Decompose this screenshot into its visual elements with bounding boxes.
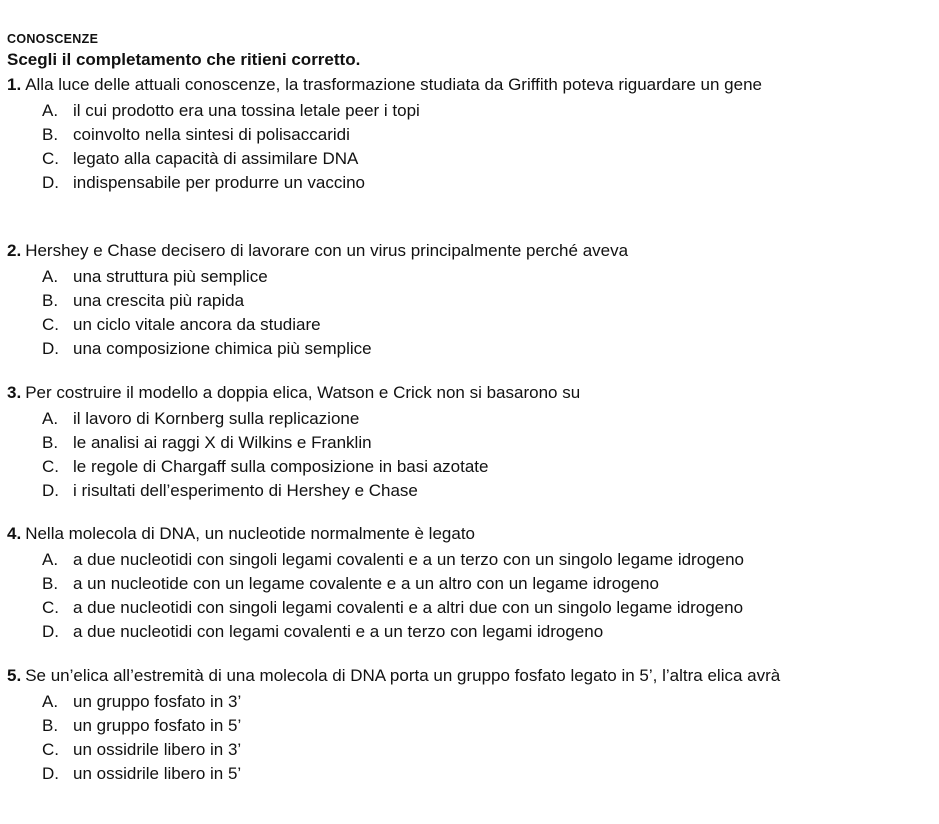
option-text: il lavoro di Kornberg sulla replicazione (73, 409, 360, 428)
question-stem (7, 382, 927, 404)
option-c[interactable] (7, 147, 927, 171)
option-text: un ciclo vitale ancora da studiare (73, 315, 321, 334)
option-d[interactable] (7, 479, 927, 503)
option-letter: C. (42, 740, 59, 759)
option-text: un ossidrile libero in 3’ (73, 740, 242, 759)
question-stem (7, 240, 927, 262)
option-c[interactable] (7, 738, 927, 762)
question-3 (7, 382, 927, 503)
option-text: un gruppo fosfato in 5’ (73, 716, 242, 735)
option-letter: C. (42, 457, 59, 476)
option-text: a due nucleotidi con singoli legami covalenti e a un terzo con un singolo legame idrogeno (73, 550, 744, 569)
question-number: 4. (7, 524, 22, 543)
option-letter: D. (42, 622, 59, 641)
option-letter: D. (42, 764, 59, 783)
option-letter: A. (42, 692, 59, 711)
option-text: un gruppo fosfato in 3’ (73, 692, 242, 711)
question-text: Nella molecola di DNA, un nucleotide normalmente è legato (25, 524, 475, 543)
option-a[interactable] (7, 99, 927, 123)
option-b[interactable] (7, 289, 927, 313)
option-d[interactable] (7, 337, 927, 361)
option-text: le analisi ai raggi X di Wilkins e Franklin (73, 433, 372, 452)
question-number: 2. (7, 241, 22, 260)
section-title: CONOSCENZE (7, 32, 99, 46)
question-stem (7, 665, 927, 687)
option-text: legato alla capacità di assimilare DNA (73, 149, 359, 168)
option-text: il cui prodotto era una tossina letale peer i topi (73, 101, 420, 120)
option-letter: A. (42, 101, 59, 120)
option-letter: D. (42, 339, 59, 358)
option-text: a un nucleotide con un legame covalente e a un altro con un legame idrogeno (73, 574, 659, 593)
option-text: i risultati dell’esperimento di Hershey e Chase (73, 481, 418, 500)
options-list (7, 265, 927, 361)
question-stem (7, 523, 927, 545)
option-a[interactable] (7, 265, 927, 289)
option-letter: A. (42, 550, 59, 569)
option-letter: D. (42, 173, 59, 192)
options-list (7, 99, 927, 195)
options-list (7, 548, 927, 644)
option-b[interactable] (7, 123, 927, 147)
option-letter: B. (42, 716, 59, 735)
option-d[interactable] (7, 171, 927, 195)
options-list (7, 690, 927, 786)
option-text: coinvolto nella sintesi di polisaccaridi (73, 125, 350, 144)
question-text: Per costruire il modello a doppia elica, Watson e Crick non si basarono su (25, 383, 581, 402)
options-list (7, 407, 927, 503)
option-c[interactable] (7, 596, 927, 620)
question-5 (7, 665, 927, 786)
option-d[interactable] (7, 762, 927, 786)
option-a[interactable] (7, 690, 927, 714)
option-letter: B. (42, 291, 59, 310)
instruction: Scegli il completamento che ritieni corretto. (7, 50, 361, 69)
question-text: Alla luce delle attuali conoscenze, la trasformazione studiata da Griffith poteva riguardare un gene (25, 75, 762, 94)
question-number: 3. (7, 383, 22, 402)
question-text: Hershey e Chase decisero di lavorare con un virus principalmente perché aveva (25, 241, 629, 260)
option-b[interactable] (7, 572, 927, 596)
question-text: Se un’elica all’estremità di una molecola di DNA porta un gruppo fosfato legato in 5’, l’altra elica avrà (25, 666, 781, 685)
option-text: una crescita più rapida (73, 291, 245, 310)
option-text: indispensabile per produrre un vaccino (73, 173, 366, 192)
option-text: a due nucleotidi con legami covalenti e a un terzo con legami idrogeno (73, 622, 604, 641)
option-letter: A. (42, 267, 59, 286)
option-letter: A. (42, 409, 59, 428)
option-text: a due nucleotidi con singoli legami covalenti e a altri due con un singolo legame idrogeno (73, 598, 744, 617)
option-letter: C. (42, 315, 59, 334)
question-2 (7, 240, 927, 361)
option-letter: B. (42, 574, 59, 593)
option-b[interactable] (7, 431, 927, 455)
option-b[interactable] (7, 714, 927, 738)
option-text: le regole di Chargaff sulla composizione in basi azotate (73, 457, 489, 476)
question-number: 5. (7, 666, 22, 685)
option-a[interactable] (7, 548, 927, 572)
option-c[interactable] (7, 313, 927, 337)
option-letter: B. (42, 125, 59, 144)
question-number: 1. (7, 75, 22, 94)
question-1 (7, 74, 927, 195)
option-d[interactable] (7, 620, 927, 644)
option-letter: C. (42, 598, 59, 617)
option-c[interactable] (7, 455, 927, 479)
option-text: una struttura più semplice (73, 267, 268, 286)
question-stem (7, 74, 927, 96)
question-4 (7, 523, 927, 644)
option-letter: D. (42, 481, 59, 500)
option-text: un ossidrile libero in 5’ (73, 764, 242, 783)
option-letter: B. (42, 433, 59, 452)
option-letter: C. (42, 149, 59, 168)
option-a[interactable] (7, 407, 927, 431)
option-text: una composizione chimica più semplice (73, 339, 372, 358)
